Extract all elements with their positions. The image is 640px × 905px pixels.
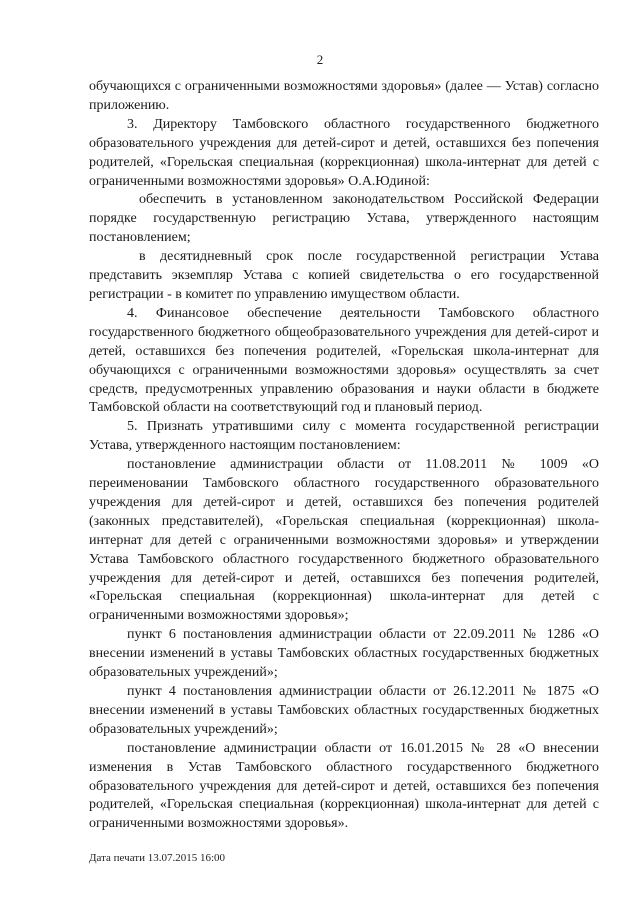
paragraph-resolution-1286: пункт 6 постановления администрации области от 22.09.2011 № 1286 «О внесении изменений в уставы Тамбовских областных государственных бюджетных образовательных учреждений»; [89,627,599,681]
paragraph-resolution-1875: пункт 4 постановления администрации области от 26.12.2011 № 1875 «О внесении изменений в уставы Тамбовских областных государственных бюджетных образовательных учреждений»; [89,684,599,737]
document-body [89,78,599,834]
page-number: 2 [316,52,324,67]
paragraph-resolution-28: постановление администрации области от 16.01.2015 № 28 «О внесении изменения в Устав Тамбовского областного государственного бюджетного образовательного учреждения для детей-сирот и детей, оставшихся без попечения родителей, «Горельская специальная (коррекционная) школа-интернат для детей с ограниченными возможностями здоровья». [89,740,599,832]
print-date-footer: Дата печати 13.07.2015 16:00 [89,852,226,864]
paragraph-resolution-1009: постановление администрации области от 11.08.2011 № 1009 «О переименовании Тамбовского областного государственного образовательного учреждения для детей-сирот и детей, оставшихся без попечения родителей (законных представителей), «Горельская специальная (коррекционная) школа-интернат для детей с ограниченными возможностями здоровья» и утверждении Устава Тамбовского областного государственного бюджетного образовательного учреждения для детей-сирот и детей, оставшихся без попечения родителей, «Горельская специальная (коррекционная) школа-интернат для детей с ограниченными возможностями здоровья»; [89,457,599,624]
paragraph-continuation: обучающихся с ограниченными возможностями здоровья» (далее — Устав) согласно приложению. [89,79,599,113]
paragraph-registration: обеспечить в установленном законодательством Российской Федерации порядке государственную регистрацию Устава, утвержденного настоящим постановлением; [89,192,599,246]
paragraph-item-5: 5. Признать утратившими силу с момента государственной регистрации Устава, утвержденного настоящим постановлением: [89,419,599,454]
paragraph-charter-copy: в десятидневный срок после государственной регистрации Устава представить экземпляр Устава с копией свидетельства о его государственной регистрации - в комитет по управлению имуществом области. [89,249,599,302]
paragraph-item-4: 4. Финансовое обеспечение деятельности Тамбовского областного государственного бюджетного общеобразовательного учреждения для детей-сирот и детей, оставшихся без попечения родителей, «Горельская школа-интернат для обучающихся с ограниченными возможностями здоровья» осуществлять за счет средств, предусмотренных управлению образования и науки области в бюджете Тамбовской области на соответствующий год и плановый период. [89,305,599,416]
paragraph-item-3: 3. Директору Тамбовского областного государственного бюджетного образовательного учреждения для детей-сирот и детей, оставшихся без попечения родителей, «Горельская специальная (коррекционная) школа-интернат для детей с ограниченными возможностями здоровья» О.А.Юдиной: [89,116,599,189]
